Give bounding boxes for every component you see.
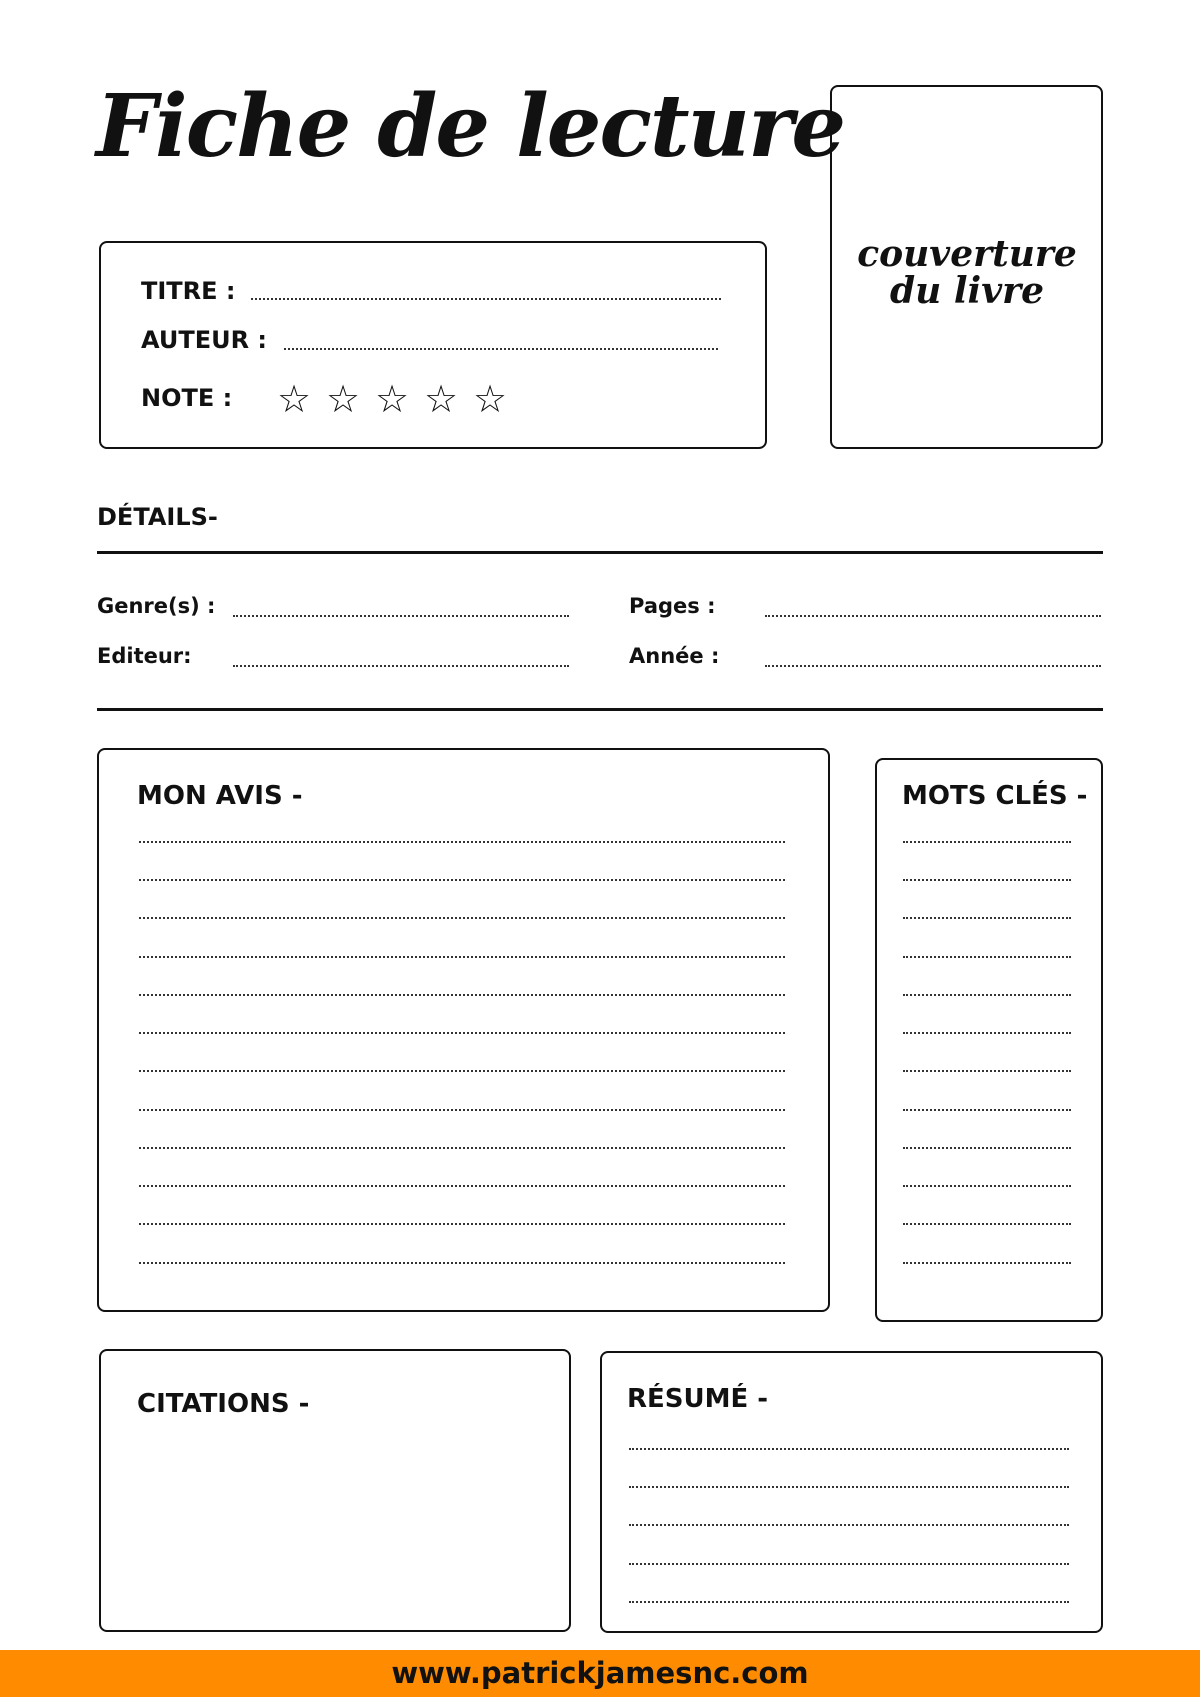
avis-line[interactable]	[139, 1262, 785, 1264]
avis-heading: MON AVIS -	[137, 781, 303, 811]
mots-cles-line[interactable]	[903, 1032, 1071, 1034]
page-title: Fiche de lecture	[96, 76, 845, 177]
note-label: NOTE :	[141, 384, 233, 412]
mots-cles-line[interactable]	[903, 917, 1071, 919]
annee-label: Année :	[629, 644, 720, 668]
mots-cles-line[interactable]	[903, 841, 1071, 843]
avis-line[interactable]	[139, 1032, 785, 1034]
titre-field[interactable]	[251, 298, 721, 300]
cover-placeholder	[832, 233, 1102, 312]
editeur-label: Editeur:	[97, 644, 192, 668]
cover-line-2: du livre	[889, 270, 1045, 312]
auteur-field[interactable]	[284, 348, 718, 350]
details-top-rule	[97, 551, 1103, 554]
genre-field[interactable]	[233, 615, 569, 617]
mots-cles-heading: MOTS CLÉS -	[902, 781, 1088, 811]
star-icon[interactable]: ☆	[424, 377, 459, 421]
citations-heading: CITATIONS -	[137, 1389, 310, 1419]
details-bottom-rule	[97, 708, 1103, 711]
star-icon[interactable]: ☆	[326, 377, 361, 421]
resume-line[interactable]	[629, 1448, 1069, 1450]
avis-line[interactable]	[139, 1223, 785, 1225]
mots-cles-lines[interactable]	[903, 831, 1071, 1271]
avis-line[interactable]	[139, 1109, 785, 1111]
resume-line[interactable]	[629, 1601, 1069, 1603]
details-heading: DÉTAILS-	[97, 503, 218, 531]
resume-line[interactable]	[629, 1524, 1069, 1526]
star-icon[interactable]: ☆	[375, 377, 410, 421]
footer-bar	[0, 1650, 1200, 1697]
annee-field[interactable]	[765, 665, 1101, 667]
editeur-field[interactable]	[233, 665, 569, 667]
avis-line[interactable]	[139, 1070, 785, 1072]
avis-line[interactable]	[139, 994, 785, 996]
resume-line[interactable]	[629, 1563, 1069, 1565]
mots-cles-line[interactable]	[903, 956, 1071, 958]
mots-cles-line[interactable]	[903, 1262, 1071, 1264]
auteur-label: AUTEUR :	[141, 326, 268, 354]
resume-line[interactable]	[629, 1486, 1069, 1488]
avis-line[interactable]	[139, 956, 785, 958]
genre-label: Genre(s) :	[97, 594, 216, 618]
avis-line[interactable]	[139, 841, 785, 843]
star-icon[interactable]: ☆	[473, 377, 508, 421]
mots-cles-line[interactable]	[903, 1223, 1071, 1225]
star-icon[interactable]: ☆	[277, 377, 312, 421]
mots-cles-line[interactable]	[903, 1109, 1071, 1111]
mots-cles-line[interactable]	[903, 879, 1071, 881]
avis-line[interactable]	[139, 917, 785, 919]
avis-line[interactable]	[139, 1147, 785, 1149]
avis-line[interactable]	[139, 879, 785, 881]
resume-heading: RÉSUMÉ -	[627, 1384, 769, 1414]
cover-line-1: couverture	[857, 233, 1077, 275]
mots-cles-line[interactable]	[903, 1070, 1071, 1072]
pages-field[interactable]	[765, 615, 1101, 617]
mots-cles-line[interactable]	[903, 994, 1071, 996]
resume-lines[interactable]	[629, 1434, 1069, 1614]
titre-label: TITRE :	[141, 277, 236, 305]
avis-line[interactable]	[139, 1185, 785, 1187]
avis-lines[interactable]	[139, 831, 785, 1271]
mots-cles-line[interactable]	[903, 1147, 1071, 1149]
mots-cles-line[interactable]	[903, 1185, 1071, 1187]
footer-url[interactable]: www.patrickjamesnc.com	[391, 1656, 809, 1690]
pages-label: Pages :	[629, 594, 716, 618]
